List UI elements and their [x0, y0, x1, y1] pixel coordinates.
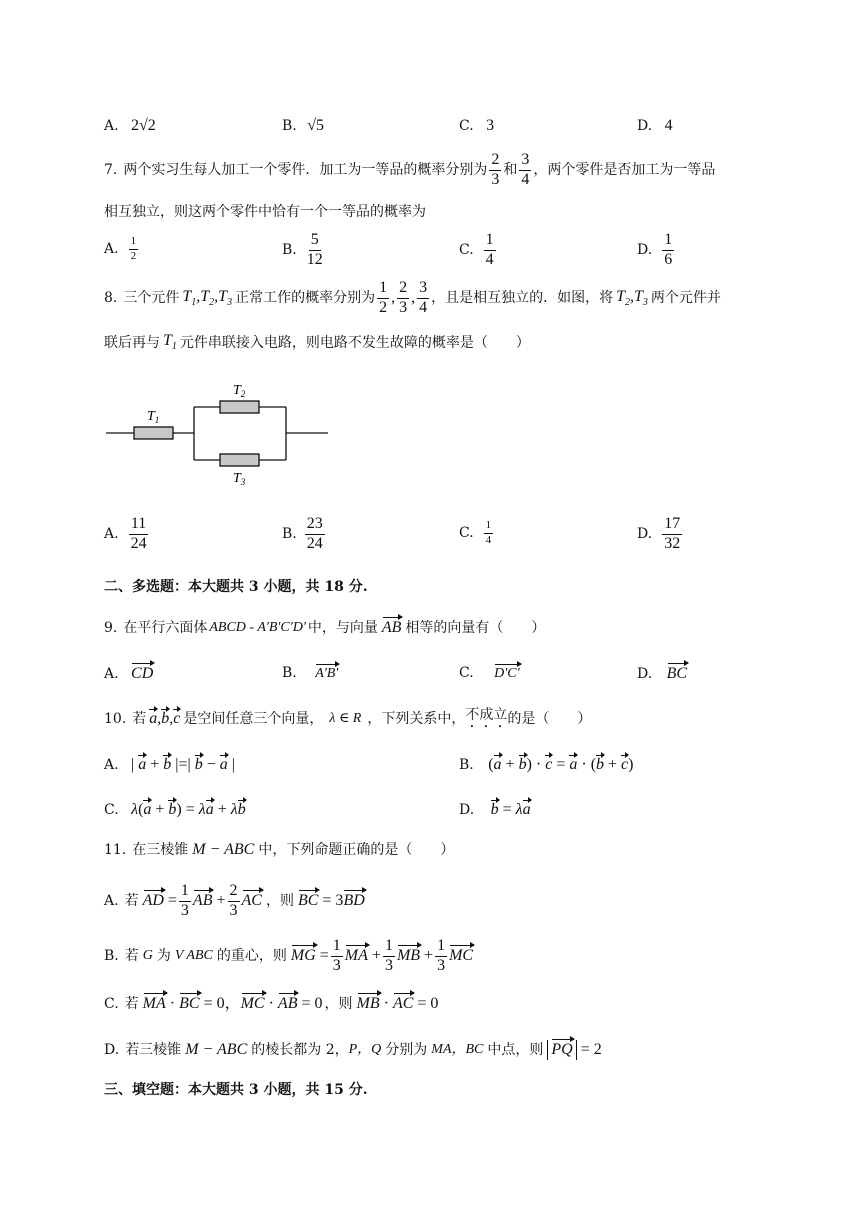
label-t2: $T_2$: [233, 383, 246, 399]
q10-option-c: [104, 802, 246, 818]
q6-option-b: [282, 118, 324, 134]
vector: CD: [131, 665, 154, 682]
stem-text: 是空间任意三个向量，: [183, 711, 324, 727]
triangle-name: V ABC: [174, 948, 213, 964]
option-label: D.: [459, 802, 475, 818]
stem-text: 在平行六面体: [123, 620, 208, 636]
stem-text: 为: [156, 948, 171, 965]
q6-option-c: [459, 118, 494, 134]
q8-option-b: [282, 516, 327, 553]
formula: MA · BC = 0，MC · AB = 0: [142, 995, 323, 1012]
stem-text: 两个实习生每人加工一个零件．加工为一等品的概率分别为: [123, 162, 488, 179]
stem-text: 中，与向量: [307, 620, 378, 636]
option-label: D.: [637, 118, 653, 134]
option-label: A.: [104, 118, 119, 134]
q7-option-a: [104, 236, 140, 262]
segments: MA，BC: [431, 1042, 484, 1057]
q9-option-b: [282, 666, 338, 681]
question-number: 11.: [104, 842, 127, 858]
q8-stem-line2: [104, 333, 530, 352]
q9-option-d: [637, 666, 687, 682]
q8-option-c: [459, 520, 495, 546]
stem-text: 在三棱锥: [132, 842, 189, 858]
question-number: 7.: [104, 162, 118, 179]
fraction: $\frac{1}{4}$: [485, 231, 494, 268]
stem-text: 的棱长都为 2，: [251, 1042, 349, 1058]
stem-text: 正常工作的概率分别为: [235, 290, 376, 307]
option-label: B.: [282, 526, 297, 543]
question-number: 10.: [104, 711, 127, 727]
option-label: C.: [104, 802, 119, 818]
stem-text: 三个元件: [123, 290, 180, 307]
question-number: 9.: [104, 620, 118, 636]
fraction: $\frac{2}{3}$: [399, 279, 408, 316]
q11-option-c: [104, 996, 438, 1012]
option-label: C.: [459, 525, 474, 542]
vector: D'C': [494, 666, 520, 681]
formula: b = λa: [490, 801, 531, 818]
option-label: C.: [104, 996, 119, 1012]
option-label: B.: [104, 948, 119, 965]
option-label: A.: [104, 893, 119, 910]
option-value: √5: [307, 117, 324, 134]
option-value: 2√2: [131, 117, 156, 134]
element-list: $T_2,T_3$: [616, 287, 648, 308]
fraction: $\frac{1}{4}$: [485, 519, 492, 546]
option-value: 3: [486, 117, 495, 134]
option-label: D.: [104, 1042, 120, 1058]
q8-option-d: [637, 516, 684, 553]
fraction: $\frac{17}{32}$: [664, 515, 681, 552]
stem-text: 若: [124, 996, 139, 1012]
q11-option-a: [104, 883, 365, 920]
section-heading: 三、填空题：本大题共 3 小题，共 15 分.: [104, 1082, 368, 1098]
formula: MB · AC = 0: [356, 995, 439, 1012]
resistor-t3: [220, 454, 259, 466]
point-g: G: [142, 948, 153, 964]
stem-text: 若: [124, 948, 139, 965]
fraction: $\frac{2}{3}$: [491, 151, 500, 188]
q10-option-b: [459, 757, 633, 773]
q11-option-d: [104, 1040, 602, 1060]
fraction: $\frac{1}{2}$: [379, 279, 388, 316]
points-pq: P，Q: [348, 1042, 382, 1057]
emphasis-text: 不成立: [465, 707, 508, 723]
stem-text: 的是（ ）: [507, 711, 592, 727]
fraction: $\frac{1}{2}$: [130, 235, 137, 262]
stem-text: ，则: [324, 996, 353, 1012]
q7-stem-line2: 相互独立，则这两个零件中恰有一个一等品的概率为: [104, 204, 426, 220]
q7-stem-line1: [104, 152, 715, 189]
formula: PQ = 2: [547, 1040, 601, 1060]
q8-stem-line1: 8. 三个元件 $T_1,T_2,T_3$ 正常工作的概率分别为 $\frac{1}{2}$ , $\frac{2}{3}$ , $\frac{3}{4}$ ，且是相互独立的．如图，将 $T_2,T_3$ 两个元件并: [104, 279, 721, 316]
stem-text: 分别为: [385, 1042, 428, 1058]
stem-text: 中，下列命题正确的是（ ）: [258, 842, 455, 858]
formula: | a + b |=| b − a |: [131, 756, 235, 773]
option-label: A.: [104, 757, 119, 773]
stem-text: ，则: [265, 893, 294, 910]
section-heading: 二、多选题：本大题共 3 小题，共 18 分.: [104, 579, 368, 595]
vector-list: a,b,c: [149, 710, 181, 727]
q10-stem: [104, 707, 591, 731]
option-label: C.: [459, 665, 474, 681]
vector-ab: AB: [381, 619, 402, 636]
formula: BC = 3BD: [297, 892, 365, 910]
q7-option-b: [282, 232, 327, 269]
stem-text: 若三棱锥: [125, 1042, 182, 1058]
fraction: $\frac{23}{24}$: [306, 515, 323, 552]
vector: A'B': [315, 666, 339, 681]
option-label: B.: [282, 242, 297, 259]
stem-text: 的重心，则: [216, 948, 287, 965]
stem-text: 元件串联接入电路，则电路不发生故障的概率是（ ）: [179, 334, 530, 351]
q9-stem: [104, 620, 545, 636]
element-list: $T_1,T_2,T_3$: [182, 287, 233, 308]
stem-text: 和: [503, 162, 518, 179]
q8-option-a: [104, 516, 151, 553]
q10-option-d: [459, 802, 531, 818]
option-label: D.: [637, 666, 653, 682]
formula: MG = $\frac{1}{3}$ MA + $\frac{1}{3}$ MB + $\frac{1}{3}$ MC: [290, 937, 474, 974]
lambda-condition: λ ∈ R: [329, 711, 362, 726]
fraction: $\frac{3}{4}$: [419, 279, 428, 316]
option-label: D.: [637, 526, 653, 543]
option-label: D.: [637, 242, 653, 259]
question-number: 8.: [104, 290, 118, 307]
formula: λ(a + b) = λa + λb: [131, 801, 246, 818]
q9-option-a: [104, 666, 153, 682]
fraction: $\frac{1}{6}$: [664, 231, 673, 268]
label-t3: $T_3$: [233, 471, 246, 487]
tetrahedron-name: M − ABC: [192, 841, 255, 858]
stem-text: ，两个零件是否加工为一等品: [533, 162, 716, 179]
fraction: $\frac{5}{12}$: [306, 231, 323, 268]
tetrahedron-name: M − ABC: [185, 1041, 248, 1058]
q9-option-c: [459, 666, 520, 681]
stem-text: 两个元件并: [650, 290, 721, 307]
stem-text: 若: [132, 711, 147, 727]
element-t1: $T_1$: [163, 332, 177, 353]
formula: AD = $\frac{1}{3}$ AB + $\frac{2}{3}$ AC: [142, 882, 262, 919]
option-label: B.: [459, 757, 474, 773]
q6-option-d: [637, 118, 673, 134]
q11-option-b: [104, 938, 473, 975]
option-label: C.: [459, 242, 474, 259]
option-label: C.: [459, 118, 474, 134]
q7-option-d: [637, 232, 676, 269]
q11-stem: [104, 842, 454, 858]
resistor-t2: [220, 401, 259, 413]
option-label: A.: [104, 241, 119, 258]
label-t1: $T_1$: [147, 409, 160, 425]
q7-option-c: [459, 232, 498, 269]
option-label: A.: [104, 666, 119, 682]
option-label: B.: [282, 665, 297, 681]
resistor-t1: [134, 427, 173, 439]
solid-name: ABCD - A'B'C'D': [209, 620, 306, 635]
fraction: $\frac{11}{24}$: [130, 515, 147, 552]
q6-option-a: [104, 118, 156, 134]
stem-text: 中点，则: [487, 1042, 544, 1058]
fraction: $\frac{3}{4}$: [521, 151, 530, 188]
stem-text: 若: [124, 893, 139, 910]
formula: (a + b) · c = a · (b + c): [488, 756, 634, 773]
option-value: 4: [664, 117, 673, 134]
stem-text: 联后再与: [104, 334, 160, 351]
vector: BC: [666, 665, 688, 682]
stem-text: ，且是相互独立的．如图，将: [431, 290, 614, 307]
option-label: A.: [104, 526, 119, 543]
stem-text: 相等的向量有（ ）: [405, 620, 546, 636]
option-label: B.: [282, 118, 297, 134]
circuit-diagram: [100, 372, 340, 492]
q10-option-a: [104, 757, 235, 773]
stem-text: ，下列关系中，: [367, 711, 466, 727]
